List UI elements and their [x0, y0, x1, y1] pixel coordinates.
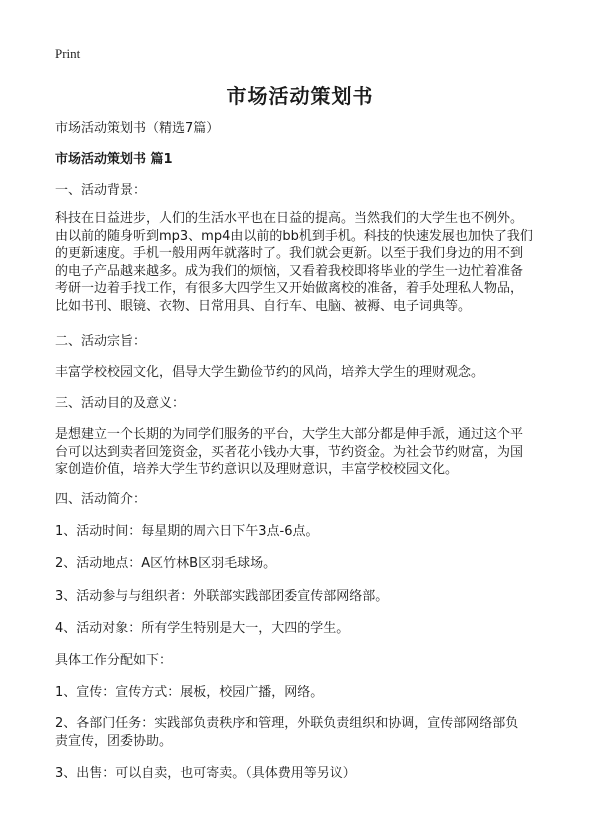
background-line: 比如书刊、眼镜、衣物、日常用具、自行车、电脑、被褥、电子词典等。 [55, 298, 472, 314]
page-title: 市场活动策划书 [226, 84, 374, 108]
intro-item: 1、活动时间：每星期的周六日下午3点-6点。 [55, 524, 319, 539]
purpose-heading: 二、活动宗旨： [55, 334, 147, 349]
intro-heading: 四、活动简介： [55, 492, 147, 507]
background-line: 的更新速度。手机一般用两年就落时了。我们就会更新。以至于我们身边的用不到 [55, 246, 524, 262]
intro-item: 2、活动地点：A区竹林B区羽毛球场。 [55, 556, 277, 571]
work-heading: 具体工作分配如下： [55, 653, 173, 668]
background-line: 科技在日益进步，人们的生活水平也在日益的提高。当然我们的大学生也不例外。 [55, 211, 524, 226]
background-line: 考研一边着手找工作，有很多大四学生又开始做离校的准备，着手处理私人物品， [55, 281, 524, 297]
work-item: 1、宣传：宣传方式：展板，校园广播，网络。 [55, 685, 324, 700]
print-label: Print [55, 46, 81, 61]
goal-line: 台可以达到卖者回笼资金，买者花小钱办大事，节约资金。为社会节约财富，为国 [55, 444, 524, 460]
section-title: 市场活动策划书 篇1 [55, 152, 173, 167]
intro-item: 4、活动对象：所有学生特别是大一，大四的学生。 [55, 621, 350, 636]
document-subtitle: 市场活动策划书（精选7篇） [55, 121, 220, 136]
purpose-text: 丰富学校校园文化，倡导大学生勤俭节约的风尚，培养大学生的理财观念。 [55, 365, 485, 380]
goal-heading: 三、活动目的及意义： [55, 396, 186, 411]
background-heading: 一、活动背景： [55, 183, 147, 198]
background-paragraph [55, 210, 547, 316]
goal-paragraph [55, 426, 547, 479]
goal-line: 家创造价值，培养大学生节约意识以及理财意识，丰富学校校园文化。 [55, 462, 459, 478]
work-item-paragraph [55, 715, 547, 750]
background-line: 的电子产品越来越多。成为我们的烦恼，又看着我校即将毕业的学生一边忙着准备 [55, 263, 524, 279]
intro-item: 3、活动参与与组织者：外联部实践部团委宣传部网络部。 [55, 589, 389, 604]
work-item: 3、出售：可以自卖，也可寄卖。（具体费用等另议） [55, 766, 356, 781]
background-line: 由以前的随身听到mp3、mp4由以前的bb机到手机。科技的快速发展也加快了我们 [55, 228, 533, 244]
work-item-line: 2、各部门任务：实践部负责秩序和管理，外联负责组织和协调，宣传部网络部负 [55, 716, 519, 731]
goal-line: 是想建立一个长期的为同学们服务的平台，大学生大部分都是伸手派，通过这个平 [55, 427, 524, 442]
work-item-line: 责宣传，团委协助。 [55, 733, 173, 749]
